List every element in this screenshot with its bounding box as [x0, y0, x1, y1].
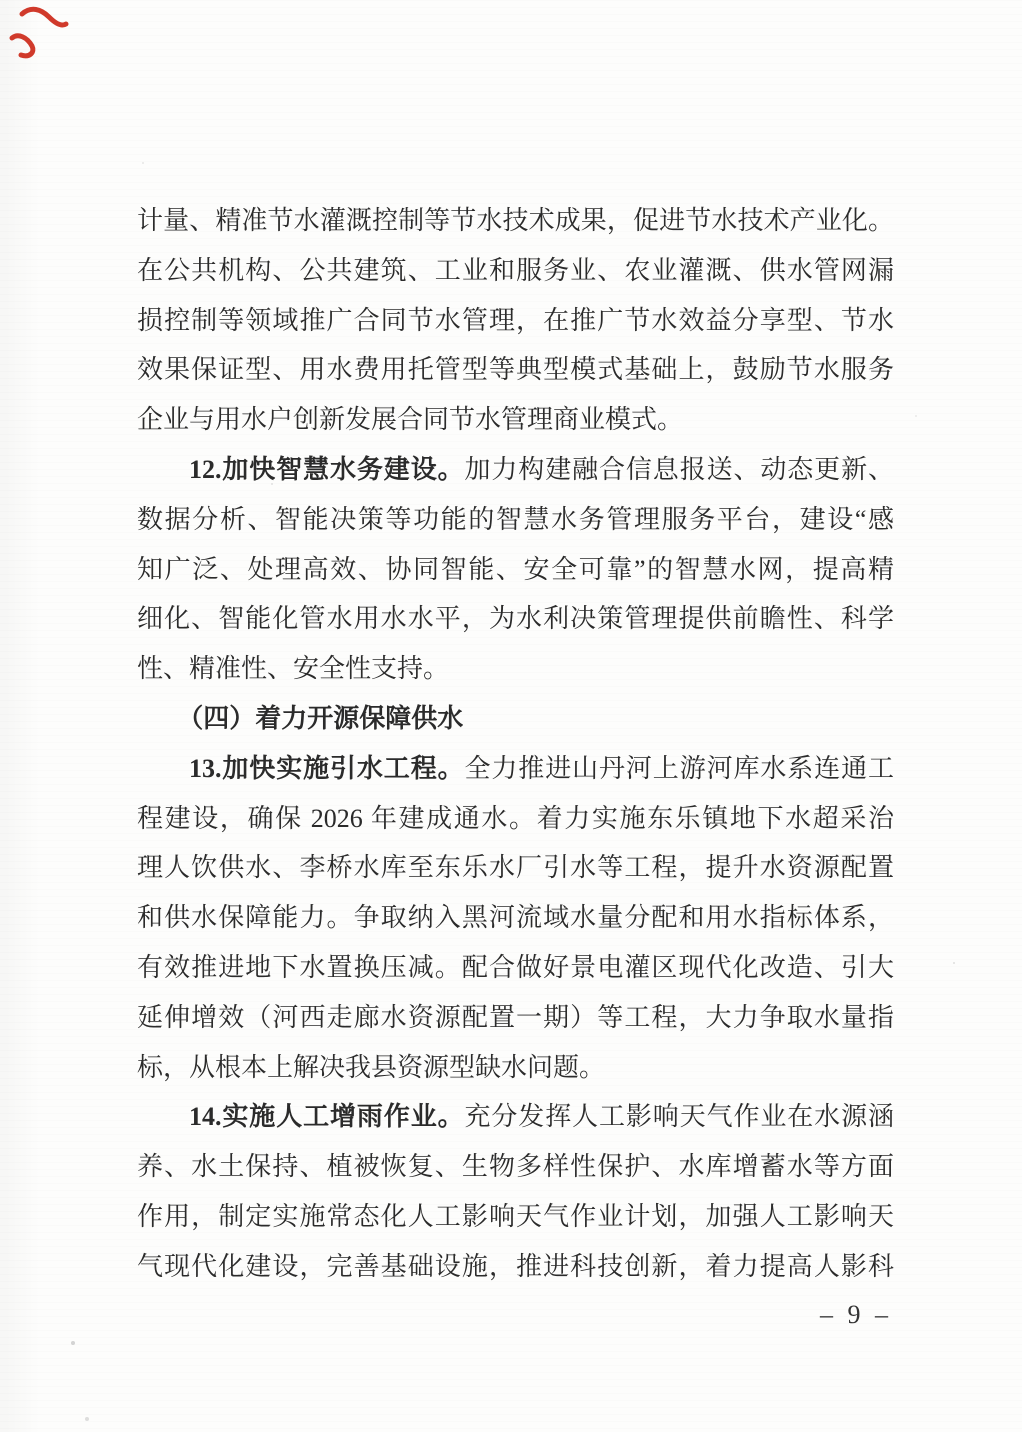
text-line [137, 794, 894, 844]
text-run: 有效推进地下水置换压减。配合做好景电灌区现代化改造、引大 [137, 952, 894, 982]
text-run: 加力构建融合信息报送、动态更新、 [464, 454, 894, 484]
page-number: – 9 – [820, 1300, 892, 1329]
text-run: 14.实施人工增雨作业。 [189, 1102, 465, 1132]
text-line [137, 196, 894, 246]
text-run: 养、水土保持、植被恢复、生物多样性保护、水库增蓄水等方面 [137, 1152, 894, 1182]
text-run: 作用，制定实施常态化人工影响天气作业计划，加强人工影响天 [137, 1201, 894, 1231]
text-run: 损控制等领域推广合同节水管理，在推广节水效益分享型、节水 [137, 305, 894, 335]
text-run: 程建设，确保 2026 年建成通水。着力实施东乐镇地下水超采治 [137, 803, 894, 833]
text-run: 计量、精准节水灌溉控制等节水技术成果，促进节水技术产业化。 [137, 206, 894, 235]
text-run: 12.加快智慧水务建设。 [189, 454, 465, 484]
text-run: 理人饮供水、李桥水库至东乐水厂引水等工程，提升水资源配置 [137, 853, 894, 883]
text-line [137, 993, 894, 1043]
text-line [137, 296, 894, 346]
text-run: 企业与用水户创新发展合同节水管理商业模式。 [137, 405, 684, 435]
text-run: 充分发挥人工影响天气作业在水源涵 [464, 1102, 894, 1132]
text-run: 气现代化建设，完善基础设施，推进科技创新，着力提高人影科 [137, 1251, 894, 1281]
text-line [137, 1242, 894, 1292]
text-line [137, 345, 894, 395]
text-run: 和供水保障能力。争取纳入黑河流域水量分配和用水指标体系， [137, 903, 894, 933]
text-run: 延伸增效（河西走廊水资源配置一期）等工程，大力争取水量指 [137, 1002, 894, 1032]
text-line [137, 495, 894, 545]
text-run: 知广泛、处理高效、协同智能、安全可靠”的智慧水网，提高精 [137, 554, 894, 584]
text-run: 全力推进山丹河上游河库水系连通工 [464, 753, 894, 783]
text-run: 性、精准性、安全性支持。 [137, 654, 450, 684]
text-line [137, 943, 894, 993]
text-line [137, 545, 894, 595]
red-pen-mark [6, 2, 76, 68]
text-line [137, 1142, 894, 1192]
text-run: 标，从根本上解决我县资源型缺水问题。 [137, 1052, 606, 1082]
text-line [137, 744, 894, 794]
section-heading [137, 694, 894, 744]
text-run: 13.加快实施引水工程。 [189, 753, 465, 783]
text-run: （四）着力开源保障供水 [177, 703, 464, 733]
text-line [137, 893, 894, 943]
text-line [137, 594, 894, 644]
text-line [137, 395, 894, 445]
text-line [137, 644, 894, 694]
text-run: 数据分析、智能决策等功能的智慧水务管理服务平台，建设“感 [137, 504, 894, 534]
text-line [137, 445, 894, 495]
text-line [137, 843, 894, 893]
document-text-block [137, 196, 894, 1292]
text-run: 细化、智能化管水用水水平，为水利决策管理提供前瞻性、科学 [137, 604, 894, 634]
text-line [137, 1192, 894, 1242]
text-run: 在公共机构、公共建筑、工业和服务业、农业灌溉、供水管网漏 [137, 255, 894, 285]
text-run: 效果保证型、用水费用托管型等典型模式基础上，鼓励节水服务 [137, 355, 894, 385]
scan-speckle [0, 0, 2, 2]
text-line [137, 1092, 894, 1142]
text-line [137, 1043, 894, 1093]
text-line [137, 246, 894, 296]
